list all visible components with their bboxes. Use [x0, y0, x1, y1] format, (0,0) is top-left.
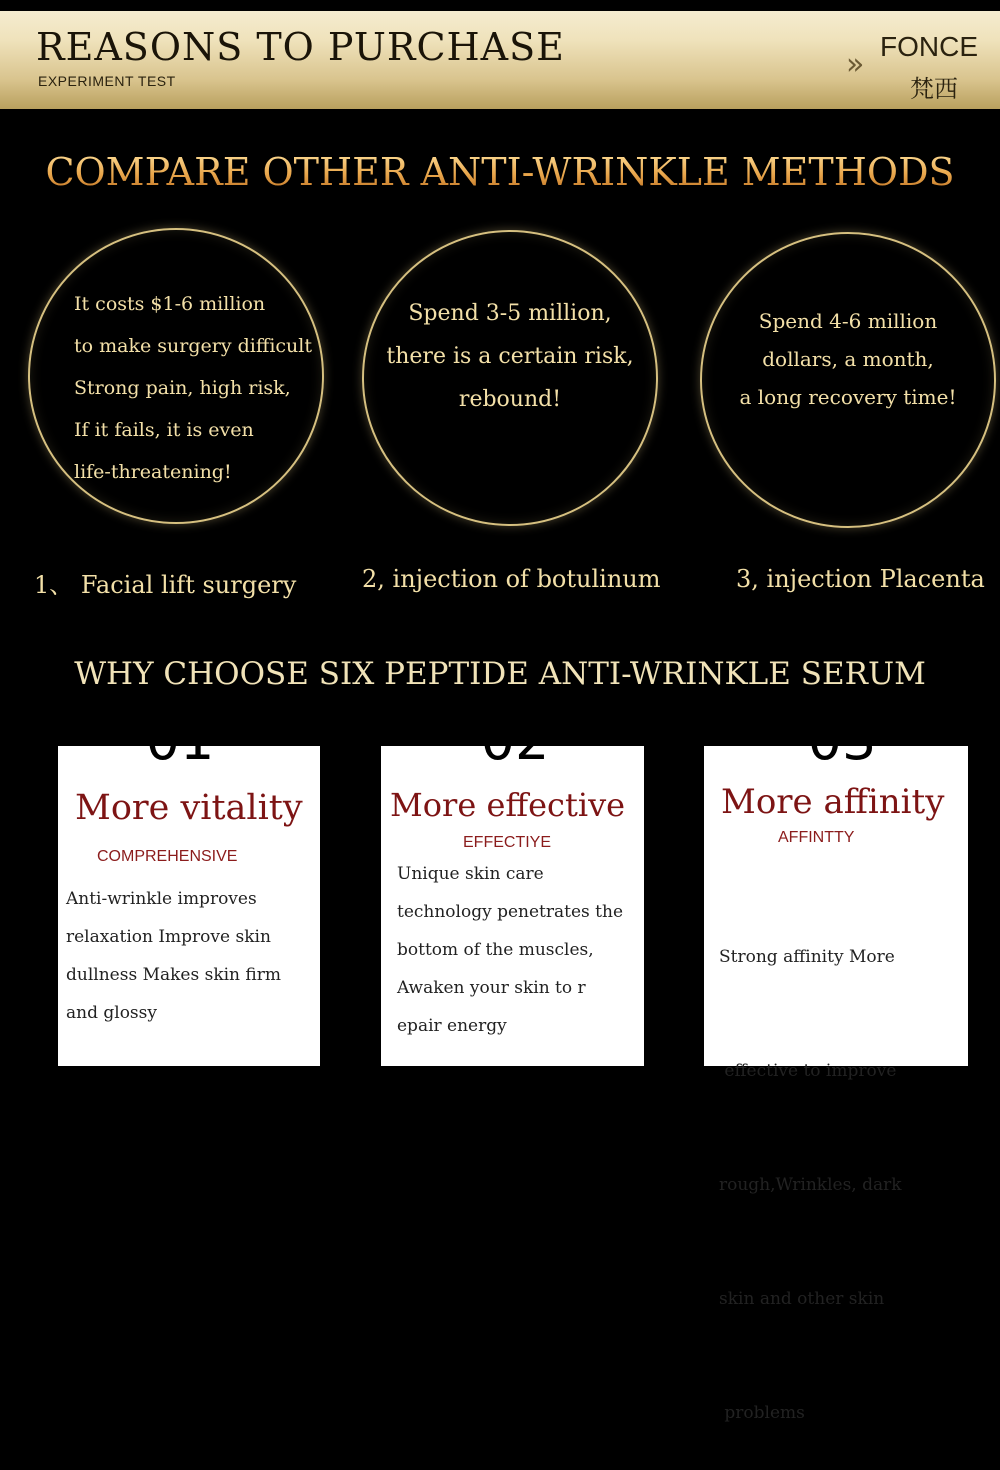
method-3-line: Spend 4-6 million	[758, 309, 938, 333]
card-1-title: More vitality	[75, 788, 303, 828]
card-1-description	[66, 880, 281, 1032]
card-3-line: Strong affinity More	[719, 947, 895, 967]
card-2-line: epair energy	[397, 1016, 507, 1036]
card-1-line: relaxation Improve skin	[66, 927, 271, 947]
method-3-description	[700, 302, 996, 416]
method-1-label: 1、 Facial lift surgery	[34, 571, 297, 599]
method-1-line: Strong pain, high risk,	[74, 377, 291, 399]
card-2-line: Unique skin care	[397, 864, 544, 884]
card-2-line: Awaken your skin to r	[397, 978, 586, 998]
method-3-line: a long recovery time!	[739, 385, 957, 409]
card-1-line: and glossy	[66, 1003, 157, 1023]
card-2-number: 02	[480, 709, 550, 772]
method-2-line: Spend 3-5 million,	[408, 301, 612, 326]
card-2-title: More effective	[390, 786, 626, 824]
method-3-label: 3, injection Placenta	[736, 565, 985, 593]
card-2-description	[397, 855, 623, 1045]
card-3-description	[719, 862, 902, 1470]
compare-heading: COMPARE OTHER ANTI-WRINKLE METHODS	[0, 150, 1000, 194]
method-1-line: to make surgery difficult	[74, 335, 312, 357]
header-banner	[0, 11, 1000, 109]
brand-name: FONCE	[880, 31, 978, 62]
card-3-line: rough,Wrinkles, dark	[719, 1175, 902, 1195]
card-3-title: More affinity	[721, 782, 945, 822]
card-1-line: dullness Makes skin firm	[66, 965, 281, 985]
method-2-description	[362, 292, 658, 421]
method-1-line: It costs $1-6 million	[74, 293, 266, 315]
why-heading: WHY CHOOSE SIX PEPTIDE ANTI-WRINKLE SERUM	[74, 656, 926, 692]
method-3-line: dollars, a month,	[762, 347, 934, 371]
method-2-label: 2, injection of botulinum	[362, 565, 661, 593]
card-3-number: 03	[807, 709, 877, 772]
card-3-line: problems	[719, 1403, 805, 1423]
method-1-line: If it fails, it is even	[74, 419, 254, 441]
method-2-line: there is a certain risk,	[386, 344, 634, 369]
card-2-line: technology penetrates the	[397, 902, 624, 922]
card-2-subtitle: EFFECTIYE	[463, 834, 552, 851]
card-1-number: 01	[145, 709, 215, 772]
card-3-subtitle: AFFINTTY	[778, 829, 855, 846]
card-1-subtitle: COMPREHENSIVE	[97, 848, 238, 865]
banner-subtitle: EXPERIMENT TEST	[38, 73, 176, 89]
method-2-line: rebound!	[458, 387, 562, 412]
card-1-line: Anti-wrinkle improves	[66, 889, 257, 909]
card-3-line: effective to improve	[719, 1061, 897, 1081]
double-chevron-right-icon: »	[846, 47, 865, 82]
method-1-line: life-threatening!	[74, 461, 232, 483]
brand-name-chinese: 梵西	[910, 75, 958, 103]
method-1-description	[74, 283, 312, 493]
banner-title: REASONS TO PURCHASE	[36, 25, 565, 69]
card-2-line: bottom of the muscles,	[397, 940, 594, 960]
card-3-line: skin and other skin	[719, 1289, 885, 1309]
